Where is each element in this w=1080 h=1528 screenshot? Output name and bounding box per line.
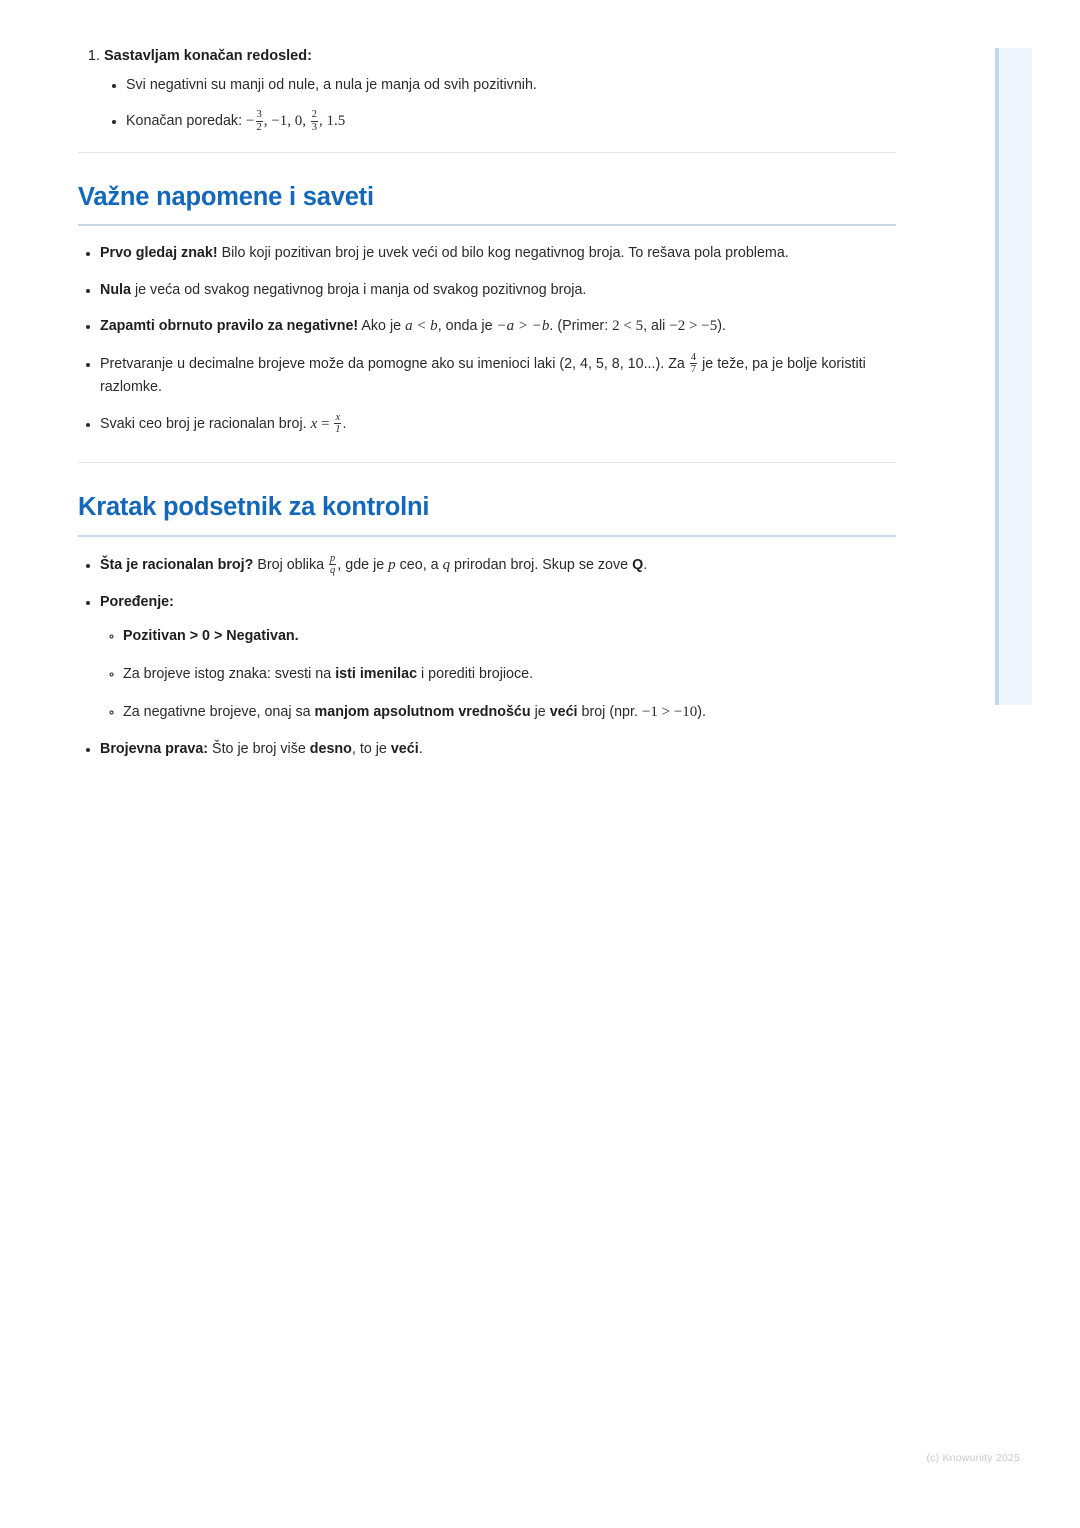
- page-footer: (c) Knowunity 2025: [926, 1452, 1020, 1464]
- list-item: [100, 279, 896, 301]
- math-inequality-neg-ab: −a > −b: [496, 317, 550, 334]
- title-underline: [78, 535, 896, 537]
- comma: ,: [263, 113, 268, 130]
- list-item: [100, 315, 896, 338]
- bullet-text: Konačan poredak:: [126, 113, 243, 130]
- list-item: [100, 352, 896, 398]
- bullet-text: .: [418, 741, 423, 758]
- section-divider: [78, 462, 896, 463]
- section-divider: [78, 152, 896, 153]
- term-zero: 0,: [294, 113, 306, 130]
- section-title-notes: Važne napomene i saveti: [78, 182, 374, 211]
- bullet-text: , onda je: [437, 317, 497, 334]
- reminder-list: [78, 553, 896, 761]
- bullet-lead: Poređenje:: [100, 593, 174, 610]
- fraction-numerator: 3: [256, 109, 262, 121]
- fraction-denominator: q: [330, 564, 336, 576]
- minus-sign: −: [246, 113, 255, 130]
- nested-bullet-emphasis: isti imenilac: [335, 666, 418, 683]
- list-item: [123, 663, 896, 685]
- fraction-denominator: 1: [335, 424, 341, 436]
- comma: ,: [318, 113, 323, 130]
- list-item: [100, 412, 896, 436]
- bullet-lead: Šta je racionalan broj?: [100, 556, 254, 573]
- fraction-denominator: 3: [311, 121, 317, 133]
- math-inequality-ab: a < b: [405, 317, 438, 334]
- ordered-item-title: Sastavljam konačan redosled:: [104, 48, 312, 64]
- notes-list: [78, 242, 896, 436]
- bullet-text: Svi negativni su manji od nule, a nula je manja od svih pozitivnih.: [126, 76, 537, 93]
- bullet-text: ).: [717, 317, 726, 334]
- list-item: [100, 242, 896, 264]
- nested-bullet-emphasis: manjom apsolutnom vrednošću: [314, 704, 531, 721]
- bullet-text: Što je broj više: [208, 741, 310, 758]
- list-item: [123, 701, 896, 724]
- fraction-denominator: 2: [256, 121, 262, 133]
- section-title-reminder: Kratak podsetnik za kontrolni: [78, 492, 430, 521]
- list-item: [100, 738, 896, 760]
- bullet-lead: Brojevna prava:: [100, 741, 209, 758]
- fraction-numerator: p: [330, 552, 336, 564]
- top-ordered-list: [78, 46, 896, 133]
- fraction-four-sevenths: [690, 352, 697, 376]
- bullet-text: je veća od svakog negativnog broja i manja od svakog pozitivnog broja.: [130, 281, 587, 298]
- final-order-expression: [246, 109, 346, 133]
- bullet-text: broj (npr.: [577, 704, 642, 721]
- math-variable-q: q: [442, 556, 451, 573]
- fraction-denominator: 7: [690, 364, 697, 376]
- term-minus-one: −1,: [271, 113, 291, 130]
- fraction-three-halves: [256, 109, 263, 133]
- nested-bullet-emphasis-2: veći: [549, 704, 578, 721]
- bullet-lead: Prvo gledaj znak!: [100, 245, 218, 262]
- list-item: [104, 46, 896, 133]
- top-sub-bullets: [104, 75, 896, 133]
- nested-bullet-lead: Pozitivan > 0 > Negativan.: [123, 627, 299, 644]
- math-example-2-5: 2 < 5: [612, 317, 644, 334]
- bullet-text: prirodan broj. Skup se zove: [450, 556, 633, 573]
- fraction-p-over-q: [329, 553, 336, 577]
- bullet-text: .: [342, 415, 347, 432]
- bullet-emphasis-desno: desno: [309, 741, 352, 758]
- fraction-x-over-one: [334, 412, 341, 436]
- scroll-rail[interactable]: [995, 48, 999, 705]
- fraction-numerator: 4: [690, 352, 697, 363]
- list-item: [100, 553, 896, 577]
- list-item: [100, 591, 896, 725]
- list-item: [126, 75, 896, 96]
- bullet-text: ceo, a: [395, 556, 443, 573]
- bullet-lead: Zapamti obrnuto pravilo za negativne!: [100, 317, 359, 334]
- math-example-neg2-neg5: −2 > −5: [669, 317, 718, 334]
- bullet-text: Za brojeve istog znaka: svesti na: [123, 666, 336, 683]
- equals-sign: =: [317, 415, 334, 432]
- bullet-lead: Nula: [100, 281, 131, 298]
- fraction-two-thirds: [311, 109, 318, 133]
- bullet-text: . (Primer:: [549, 317, 613, 334]
- fraction-numerator: 2: [311, 109, 317, 121]
- bullet-text: je: [530, 704, 550, 721]
- comparison-sub-list: [100, 625, 896, 725]
- bullet-text: Broj oblika: [253, 556, 329, 573]
- bullet-text: .: [643, 556, 648, 573]
- title-underline: [78, 224, 896, 226]
- math-variable-p: p: [388, 556, 396, 573]
- math-example-neg1-neg10: −1 > −10: [641, 704, 698, 721]
- math-variable-x: x: [310, 415, 318, 432]
- right-side-panel: [995, 48, 1032, 705]
- bullet-text: Pretvaranje u decimalne brojeve može da pomogne ako su imenioci laki (2, 4, 5, 8, 10...). Za: [100, 355, 689, 372]
- set-symbol-q: Q: [632, 556, 644, 573]
- bullet-text: i porediti brojioce.: [417, 666, 534, 683]
- fraction-numerator: x: [335, 411, 341, 423]
- bullet-text: Ako je: [358, 317, 406, 334]
- bullet-text: , gde je: [337, 556, 389, 573]
- bullet-text: , ali: [643, 317, 670, 334]
- bullet-text: , to je: [351, 741, 391, 758]
- document-content: [78, 46, 896, 761]
- bullet-text: je teže, pa je bolje koristiti razlomke.: [100, 355, 866, 395]
- list-item: [126, 109, 896, 133]
- bullet-text: ).: [697, 704, 707, 721]
- bullet-emphasis-veci: veći: [390, 741, 419, 758]
- bullet-text: Za negativne brojeve, onaj sa: [123, 704, 315, 721]
- list-item: [123, 625, 896, 647]
- bullet-text: Bilo koji pozitivan broj je uvek veći od bilo kog negativnog broja. To rešava pola problema.: [217, 245, 789, 262]
- bullet-text: Svaki ceo broj je racionalan broj.: [100, 415, 311, 432]
- term-one-point-five: 1.5: [326, 113, 346, 130]
